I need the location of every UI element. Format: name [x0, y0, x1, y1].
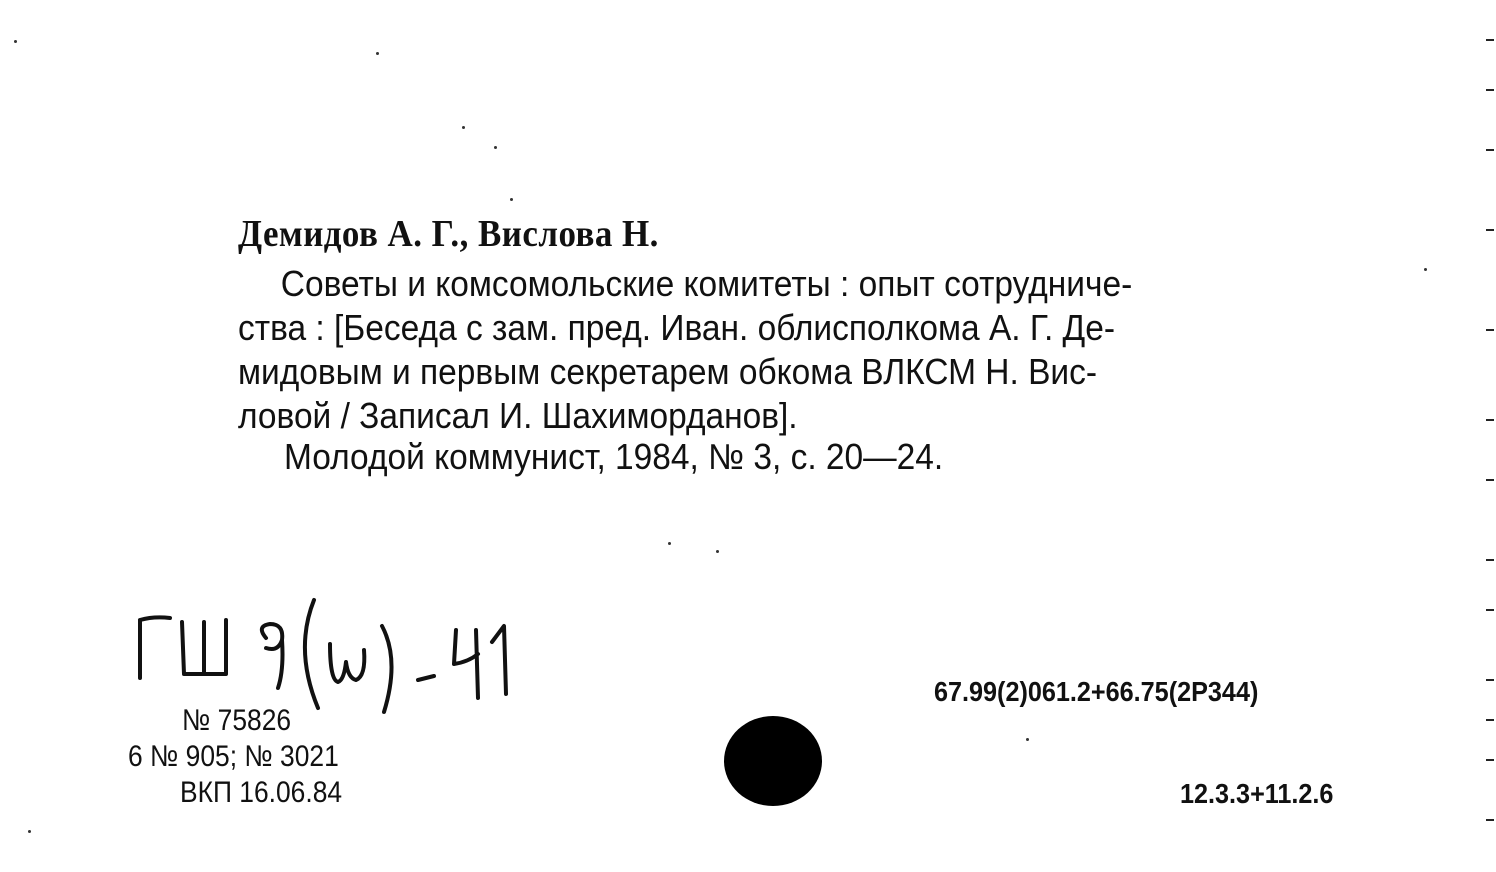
scan-speck [510, 198, 513, 201]
punch-hole [724, 716, 822, 806]
index-classification: 12.3.3+11.2.6 [1180, 778, 1334, 809]
description-line: ловой / Записал И. Шахиморданов]. [238, 395, 798, 436]
scan-speck [28, 830, 31, 833]
scan-speck [494, 146, 497, 149]
source-citation: Молодой коммунист, 1984, № 3, с. 20—24. [284, 436, 944, 477]
card-edge-marks [1484, 0, 1496, 872]
author-heading: Демидов А. Г., Вислова Н. [238, 213, 659, 255]
bbk-classification: 67.99(2)061.2+66.75(2Р344) [934, 676, 1259, 707]
scan-speck [1026, 738, 1029, 741]
description-line: Советы и комсомольские комитеты : опыт сотрудниче- [280, 263, 1133, 304]
inventory-numbers: 6 № 905; № 3021 [128, 740, 339, 773]
scan-speck [1424, 268, 1427, 271]
scan-speck [14, 40, 17, 43]
scan-speck [668, 542, 671, 545]
handwritten-shelf-mark-drawing [134, 590, 514, 720]
description-line: ства : [Беседа с зам. пред. Иван. облисполкома А. Г. Де- [238, 307, 1116, 348]
scan-speck [462, 126, 465, 129]
inventory-date: ВКП 16.06.84 [180, 776, 343, 809]
handwritten-shelf-mark [134, 590, 514, 720]
inventory-number: № 75826 [182, 704, 292, 737]
description-line: мидовым и первым секретарем обкома ВЛКСМ Н. Вис- [238, 351, 1098, 392]
scan-speck [376, 52, 379, 55]
scan-speck [716, 550, 719, 553]
description-block [238, 262, 1408, 438]
